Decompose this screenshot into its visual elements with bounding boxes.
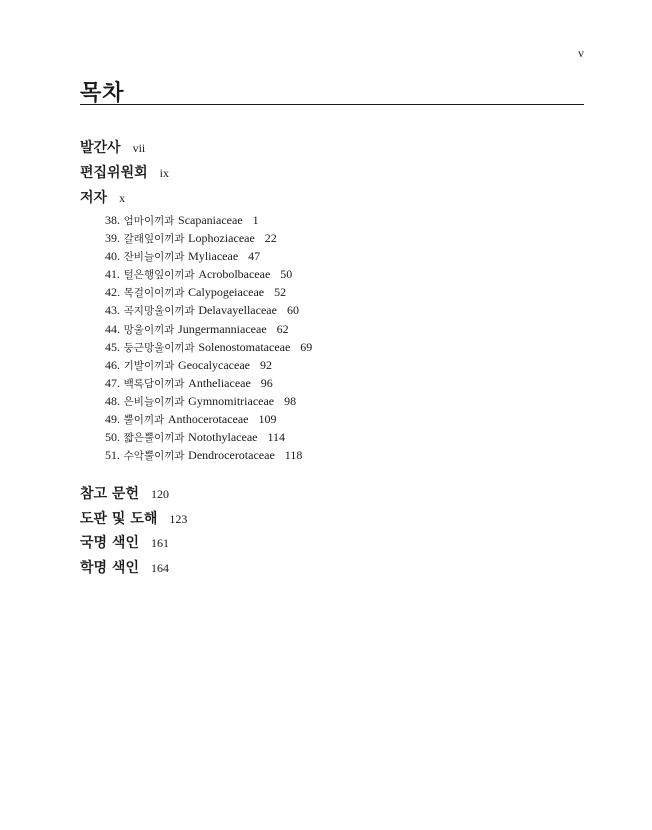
chapter-korean-name: 잔비늘이끼과: [123, 251, 185, 264]
chapter-scientific-name: Jungermanniaceae: [178, 321, 267, 336]
chapter-scientific-name: Acrobolbaceae: [198, 267, 271, 282]
chapter-scientific-name: Anthocerotaceae: [167, 412, 249, 427]
toc-entry-label: 저자: [80, 190, 108, 206]
chapter-number: 41.: [105, 267, 120, 282]
chapter-entry[interactable]: [105, 229, 312, 247]
toc-entry-label: 참고 문헌: [80, 486, 139, 502]
chapter-scientific-name: Scapaniaceae: [178, 213, 243, 227]
chapter-entry[interactable]: [105, 356, 312, 374]
chapter-number: 42.: [105, 285, 120, 300]
chapter-page: 109: [258, 412, 277, 427]
chapter-entry[interactable]: [105, 392, 312, 410]
chapter-korean-name: 기발이끼과: [123, 359, 175, 372]
chapter-page: 22: [264, 231, 277, 246]
chapter-number: 45.: [105, 339, 120, 354]
toc-entry-page: x: [119, 191, 126, 205]
page-number: v: [578, 46, 584, 60]
chapter-page: 62: [276, 321, 289, 336]
chapter-number: 40.: [105, 249, 120, 264]
chapter-entry[interactable]: [105, 247, 312, 265]
page-title: 목차: [80, 81, 125, 106]
toc-entry-label: 도판 및 도해: [80, 511, 158, 527]
chapter-korean-name: 둥근망울이끼과: [123, 341, 195, 354]
chapter-korean-name: 갈래잎이끼과: [123, 233, 185, 246]
toc-entry-plates[interactable]: [80, 508, 187, 528]
chapter-korean-name: 엄마이끼과: [123, 215, 175, 227]
chapter-scientific-name: Geocalycaceae: [178, 357, 250, 372]
toc-entry-references[interactable]: [80, 483, 169, 503]
chapter-korean-name: 뿔이끼과: [123, 414, 165, 427]
chapter-entry[interactable]: [105, 446, 312, 464]
chapter-entry[interactable]: [105, 428, 312, 446]
chapter-page: 92: [259, 357, 272, 372]
chapter-scientific-name: Lophoziaceae: [188, 231, 255, 246]
chapter-entry[interactable]: [105, 320, 312, 338]
chapter-korean-name: 망울이끼과: [123, 323, 175, 336]
chapter-list: [105, 211, 312, 464]
toc-entry-page: ix: [159, 166, 169, 180]
chapter-page: 60: [286, 303, 299, 318]
chapter-entry[interactable]: [105, 265, 312, 283]
chapter-number: 50.: [105, 430, 120, 445]
chapter-number: 47.: [105, 375, 120, 390]
chapter-page: 114: [267, 430, 286, 445]
chapter-korean-name: 은비늘이끼과: [123, 395, 185, 408]
chapter-entry[interactable]: [105, 338, 312, 356]
chapter-number: 46.: [105, 357, 120, 372]
toc-entry-label: 발간사: [80, 140, 121, 156]
toc-entry-authors[interactable]: [80, 187, 125, 207]
toc-entry-foreword[interactable]: [80, 137, 145, 157]
chapter-entry[interactable]: [105, 211, 312, 229]
chapter-number: 39.: [105, 231, 120, 246]
chapter-number: 49.: [105, 412, 120, 427]
chapter-entry[interactable]: [105, 301, 312, 319]
chapter-number: 48.: [105, 393, 120, 408]
toc-entry-page: 161: [150, 536, 169, 550]
chapter-scientific-name: Antheliaceae: [188, 375, 251, 390]
chapter-korean-name: 백록담이끼과: [123, 377, 185, 390]
chapter-korean-name: 털은행잎이끼과: [123, 269, 195, 282]
chapter-scientific-name: Solenostomataceae: [198, 339, 291, 354]
chapter-korean-name: 곡지망울이끼과: [123, 305, 195, 318]
chapter-scientific-name: Notothylaceae: [188, 430, 258, 445]
chapter-scientific-name: Delavayellaceae: [198, 303, 277, 318]
toc-entry-page: 164: [150, 561, 169, 575]
chapter-page: 96: [260, 375, 273, 390]
toc-entry-page: vii: [132, 141, 146, 155]
toc-entry-editorial-board[interactable]: [80, 162, 169, 182]
chapter-entry[interactable]: [105, 410, 312, 428]
chapter-number: 38.: [105, 213, 120, 227]
chapter-scientific-name: Myliaceae: [188, 249, 239, 264]
chapter-korean-name: 목걸이이끼과: [123, 287, 185, 300]
chapter-number: 43.: [105, 303, 120, 318]
chapter-page: 69: [300, 339, 313, 354]
title-rule: [80, 104, 584, 105]
toc-entry-label: 편집위원회: [80, 165, 148, 181]
chapter-scientific-name: Dendrocerotaceae: [188, 448, 275, 463]
chapter-entry[interactable]: [105, 283, 312, 301]
chapter-korean-name: 수악뿔이끼과: [123, 450, 185, 463]
chapter-scientific-name: Calypogeiaceae: [188, 285, 265, 300]
chapter-number: 44.: [105, 321, 120, 336]
toc-entry-label: 학명 색인: [80, 560, 139, 576]
toc-entry-page: 120: [150, 487, 169, 501]
chapter-scientific-name: Gymnomitriaceae: [188, 393, 275, 408]
chapter-entry[interactable]: [105, 374, 312, 392]
toc-entry-korean-index[interactable]: [80, 532, 169, 552]
chapter-page: 52: [274, 285, 287, 300]
chapter-page: 50: [280, 267, 293, 282]
toc-entry-scientific-index[interactable]: [80, 557, 169, 577]
chapter-korean-name: 짧은뿔이끼과: [123, 432, 185, 445]
toc-entry-page: 123: [169, 512, 188, 526]
chapter-page: 118: [284, 448, 303, 463]
chapter-number: 51.: [105, 448, 120, 463]
chapter-page: 1: [252, 213, 259, 227]
toc-entry-label: 국명 색인: [80, 535, 139, 551]
chapter-page: 98: [284, 393, 297, 408]
chapter-page: 47: [248, 249, 261, 264]
